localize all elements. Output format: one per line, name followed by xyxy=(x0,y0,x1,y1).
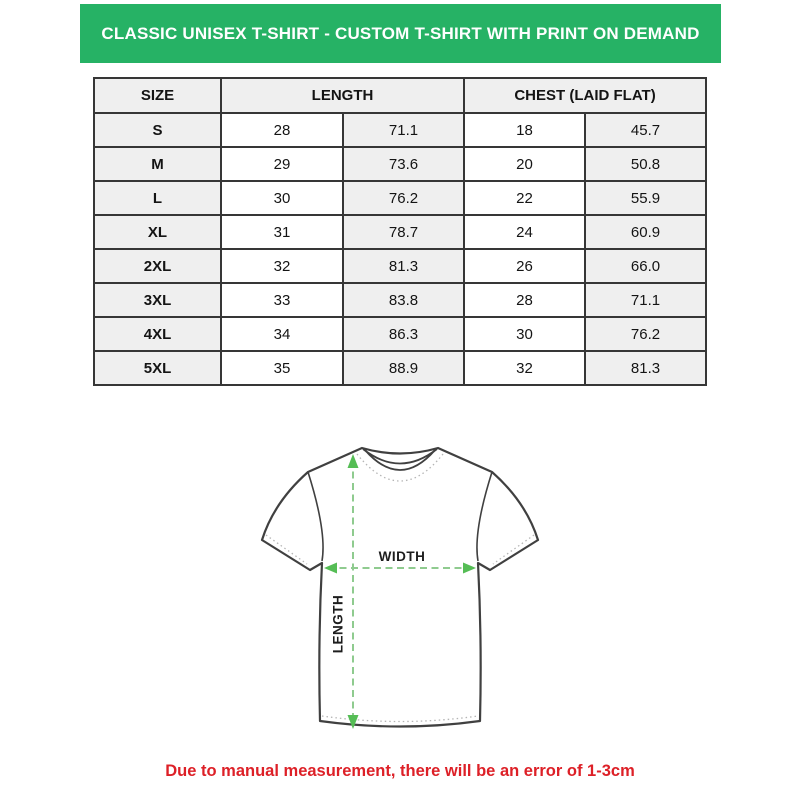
size-chart-table xyxy=(93,77,707,386)
table-row xyxy=(94,181,706,215)
length-cm-cell: 78.7 xyxy=(343,215,464,249)
tshirt-measurement-diagram xyxy=(240,440,560,760)
tshirt-diagram-svg xyxy=(240,440,560,760)
size-cell: L xyxy=(94,181,221,215)
length-in-cell: 35 xyxy=(221,351,343,385)
chest-in-cell: 26 xyxy=(464,249,585,283)
chest-in-cell: 18 xyxy=(464,113,585,147)
chest-cm-cell: 71.1 xyxy=(585,283,706,317)
title-banner xyxy=(80,4,721,63)
measurement-disclaimer: Due to manual measurement, there will be an error of 1-3cm xyxy=(165,762,635,780)
chest-in-cell: 20 xyxy=(464,147,585,181)
length-cm-cell: 81.3 xyxy=(343,249,464,283)
length-in-cell: 34 xyxy=(221,317,343,351)
size-cell: XL xyxy=(94,215,221,249)
chest-cm-cell: 66.0 xyxy=(585,249,706,283)
table-row xyxy=(94,249,706,283)
table-row xyxy=(94,113,706,147)
table-row xyxy=(94,351,706,385)
length-cm-cell: 88.9 xyxy=(343,351,464,385)
chest-cm-cell: 76.2 xyxy=(585,317,706,351)
chest-in-cell: 32 xyxy=(464,351,585,385)
chest-cm-cell: 45.7 xyxy=(585,113,706,147)
tshirt-outline xyxy=(262,448,538,727)
header-size: SIZE xyxy=(94,78,221,113)
size-cell: M xyxy=(94,147,221,181)
chest-cm-cell: 55.9 xyxy=(585,181,706,215)
chest-cm-cell: 50.8 xyxy=(585,147,706,181)
length-cm-cell: 76.2 xyxy=(343,181,464,215)
length-in-cell: 33 xyxy=(221,283,343,317)
table-row xyxy=(94,215,706,249)
length-in-cell: 32 xyxy=(221,249,343,283)
chest-in-cell: 28 xyxy=(464,283,585,317)
size-cell: 3XL xyxy=(94,283,221,317)
width-label: WIDTH xyxy=(378,549,426,564)
length-label: LENGTH xyxy=(330,594,346,654)
size-cell: 4XL xyxy=(94,317,221,351)
length-cm-cell: 71.1 xyxy=(343,113,464,147)
chest-cm-cell: 60.9 xyxy=(585,215,706,249)
length-cm-cell: 86.3 xyxy=(343,317,464,351)
size-cell: 2XL xyxy=(94,249,221,283)
page-title: CLASSIC UNISEX T-SHIRT - CUSTOM T-SHIRT WITH PRINT ON DEMAND xyxy=(101,23,700,43)
length-cm-cell: 73.6 xyxy=(343,147,464,181)
length-in-cell: 30 xyxy=(221,181,343,215)
header-length: LENGTH xyxy=(221,78,464,113)
table-row xyxy=(94,147,706,181)
size-cell: S xyxy=(94,113,221,147)
header-chest: CHEST (LAID FLAT) xyxy=(464,78,706,113)
size-cell: 5XL xyxy=(94,351,221,385)
chest-in-cell: 22 xyxy=(464,181,585,215)
chest-cm-cell: 81.3 xyxy=(585,351,706,385)
chest-in-cell: 30 xyxy=(464,317,585,351)
length-in-cell: 31 xyxy=(221,215,343,249)
chest-in-cell: 24 xyxy=(464,215,585,249)
length-in-cell: 29 xyxy=(221,147,343,181)
length-in-cell: 28 xyxy=(221,113,343,147)
table-row xyxy=(94,283,706,317)
table-row xyxy=(94,317,706,351)
table-header-row xyxy=(94,78,706,113)
length-cm-cell: 83.8 xyxy=(343,283,464,317)
